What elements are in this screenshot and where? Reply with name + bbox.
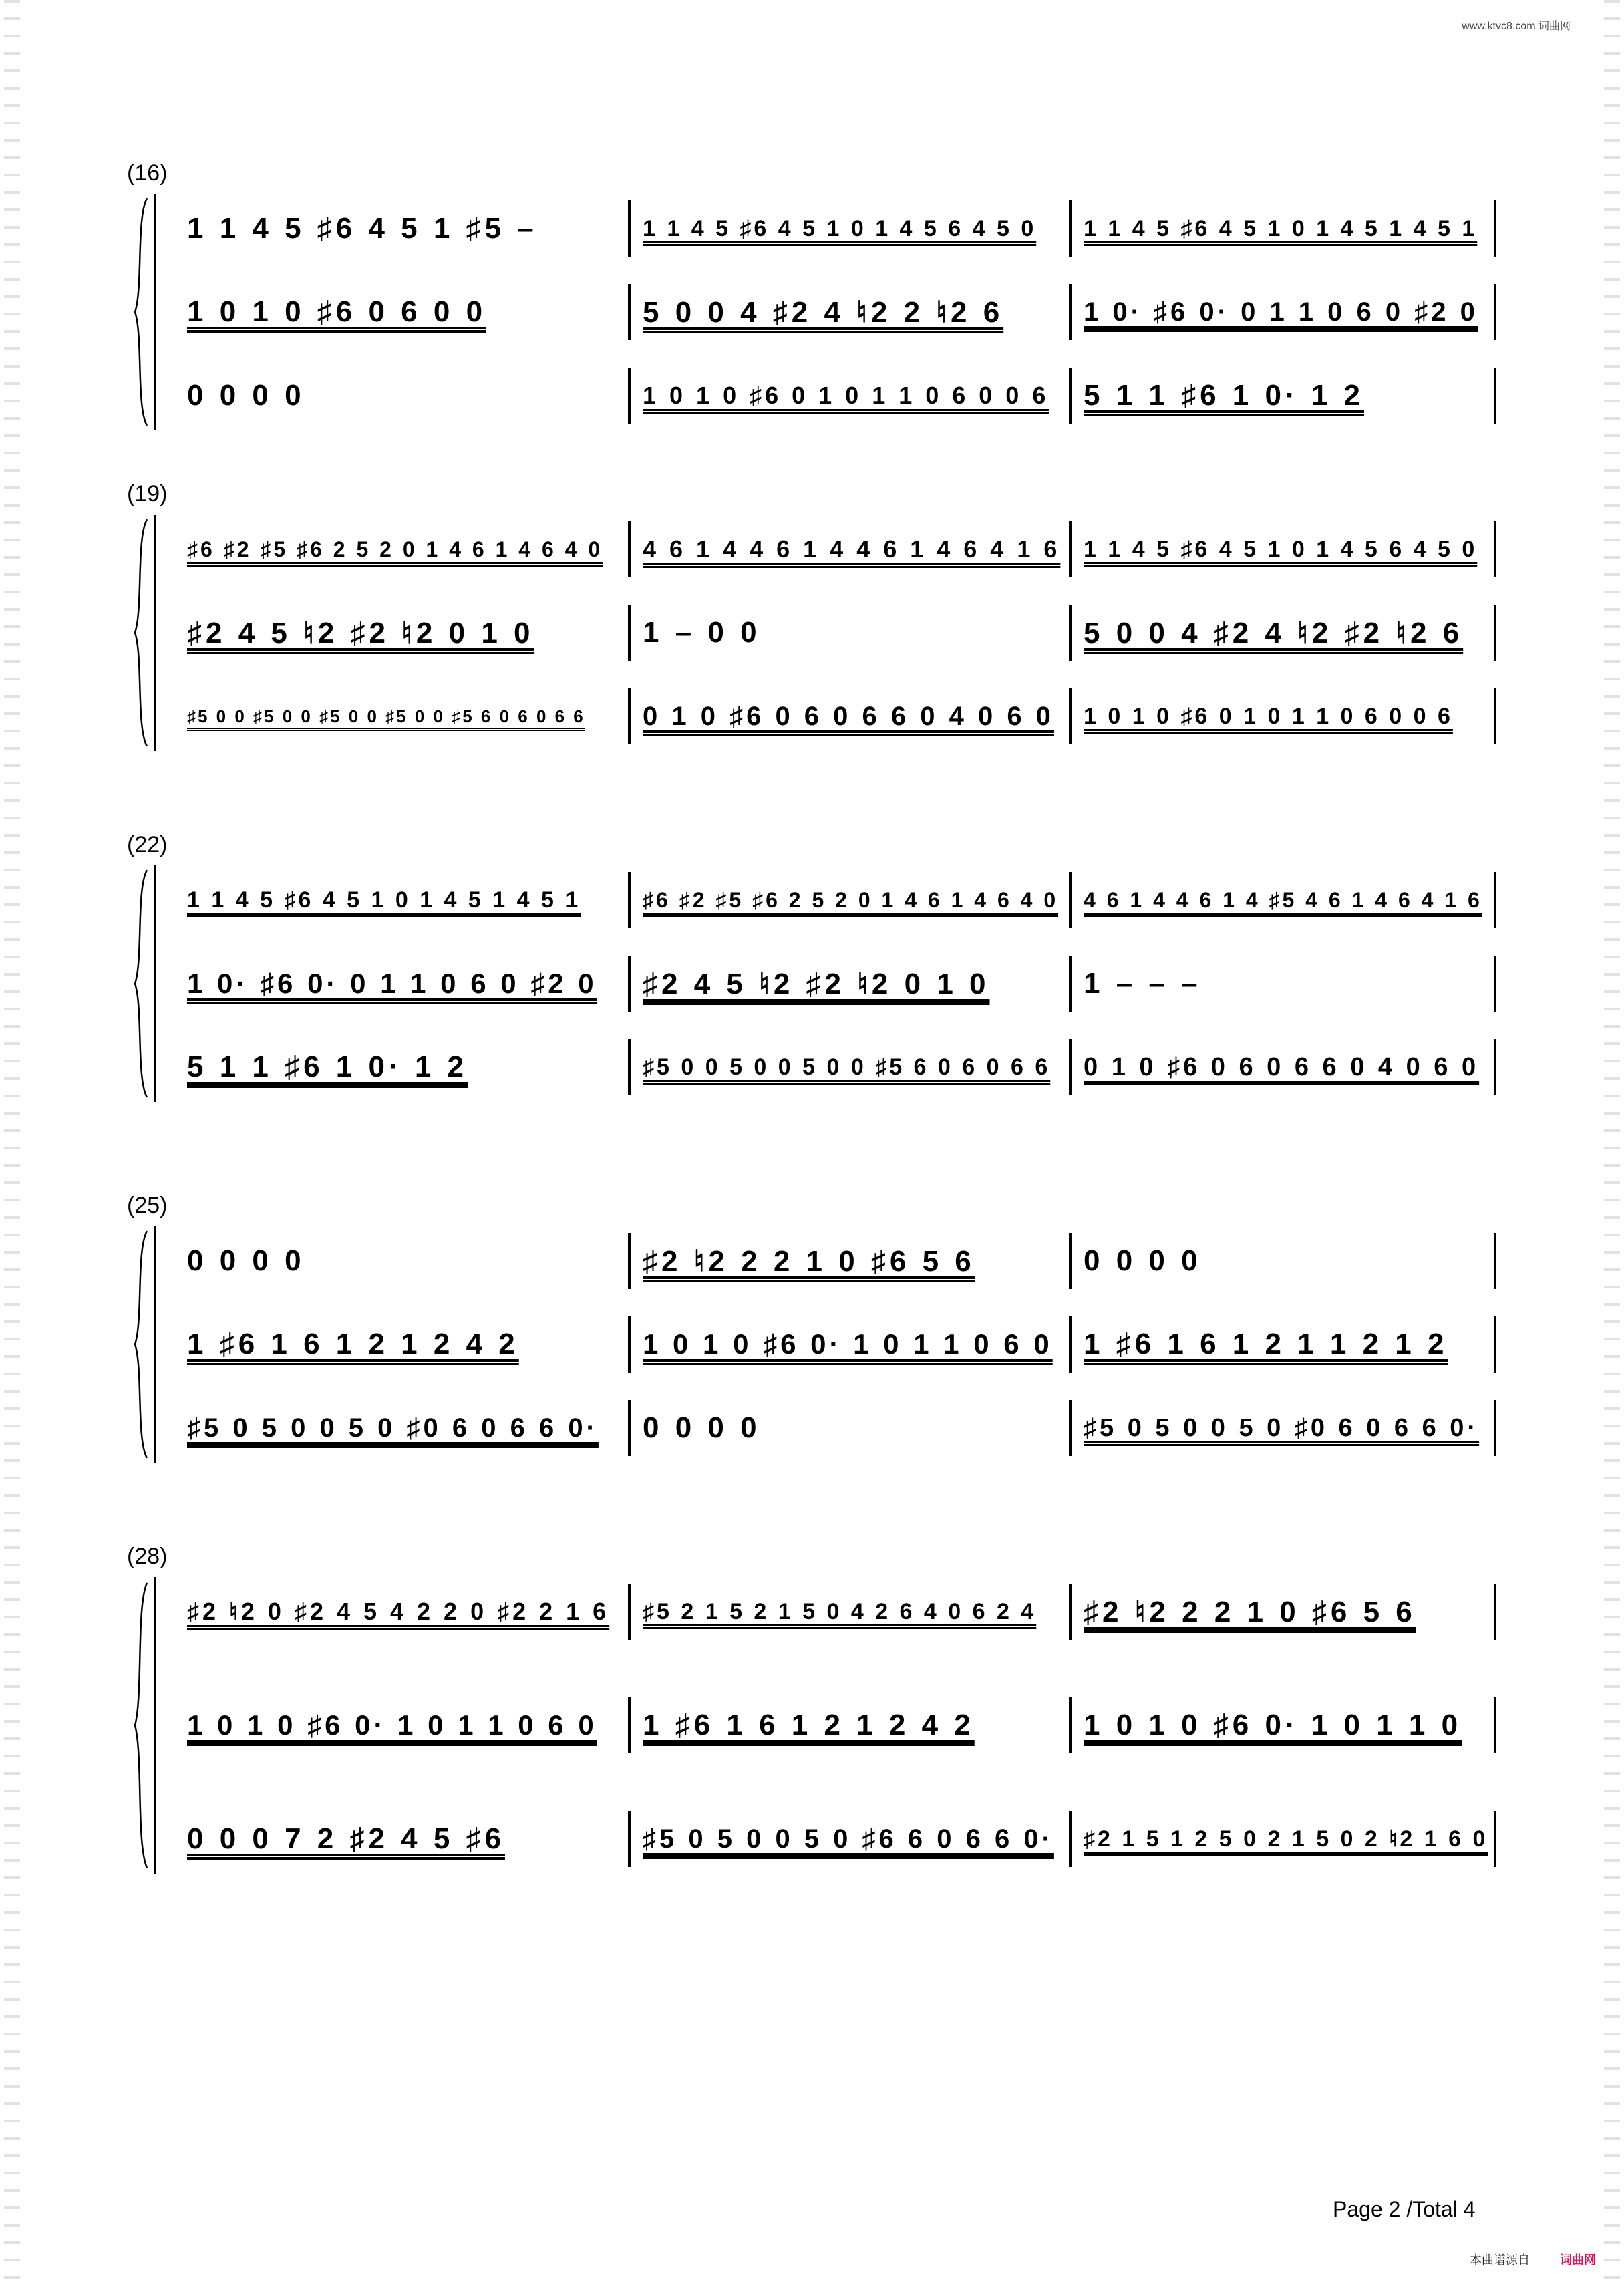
- footer-brand: [1470, 2251, 1596, 2268]
- jianpu-notes: 1 0· ♯6 0· 0 1 1 0 6 0 ♯2 0: [187, 968, 597, 999]
- measure-number: (16): [127, 160, 168, 186]
- measure: [187, 1811, 628, 1867]
- staff-row: [187, 1039, 1496, 1095]
- system-bracket-line: [154, 194, 156, 430]
- measure: [1069, 688, 1496, 744]
- measure: [187, 521, 628, 577]
- source-url: www.ktvc8.com 词曲网: [1462, 21, 1571, 32]
- measure: [628, 1697, 1069, 1753]
- measure: [628, 688, 1069, 744]
- measure: [1069, 872, 1496, 928]
- measure: [1069, 956, 1496, 1012]
- staff-row: [187, 956, 1496, 1012]
- jianpu-notes: ♯2 ♮2 2 2 1 0 ♯6 5 6: [643, 1244, 975, 1278]
- jianpu-notes: 0 0 0 0: [187, 379, 305, 412]
- staff-row: [187, 1316, 1496, 1373]
- jianpu-notes: 1 1 4 5 ♯6 4 5 1 0 1 4 5 6 4 5 0: [1084, 536, 1478, 562]
- staff-row: [187, 521, 1496, 577]
- jianpu-notes: ♯5 2 1 5 2 1 5 0 4 2 6 4 0 6 2 4: [643, 1598, 1037, 1624]
- system-bracket-line: [154, 515, 156, 751]
- measure: [187, 1400, 628, 1456]
- staff-row: [187, 1584, 1496, 1640]
- jianpu-notes: 5 1 1 ♯6 1 0· 1 2: [187, 1050, 468, 1083]
- jianpu-notes: 1 – 0 0: [643, 616, 761, 649]
- measure: [187, 1584, 628, 1640]
- measure: [1069, 1233, 1496, 1289]
- jianpu-notes: 1 0 1 0 ♯6 0 6 0 0: [187, 295, 487, 328]
- system-brace: [132, 1577, 150, 1874]
- jianpu-notes: 1 ♯6 1 6 1 2 1 1 2 1 2: [1084, 1328, 1448, 1361]
- jianpu-notes: 1 ♯6 1 6 1 2 1 2 4 2: [187, 1328, 519, 1361]
- brand-right-text: 词曲网: [1560, 2253, 1597, 2267]
- jianpu-notes: ♯5 0 0 5 0 0 5 0 0 ♯5 6 0 6 0 6 6: [643, 1054, 1051, 1080]
- jianpu-notes: 1 0· ♯6 0· 0 1 1 0 6 0 ♯2 0: [1084, 297, 1478, 327]
- measure: [187, 1039, 628, 1095]
- staff-row: [187, 1400, 1496, 1456]
- measure: [628, 1316, 1069, 1373]
- jianpu-notes: ♯2 ♮2 0 ♯2 4 5 4 2 2 0 ♯2 2 1 6: [187, 1598, 610, 1625]
- jianpu-notes: 0 1 0 ♯6 0 6 0 6 6 0 4 0 6 0: [643, 701, 1054, 731]
- staff-row: [187, 872, 1496, 928]
- score-system: [127, 160, 1503, 437]
- jianpu-notes: 4 6 1 4 4 6 1 4 4 6 1 4 6 4 1 6: [643, 535, 1061, 563]
- system-bracket-line: [154, 1577, 156, 1874]
- score-system: [127, 481, 1503, 758]
- measure: [187, 200, 628, 257]
- left-margin-watermark-strip: [4, 0, 20, 2284]
- measure: [1069, 1811, 1496, 1867]
- measure: [1069, 521, 1496, 577]
- jianpu-notes: ♯6 ♯2 ♯5 ♯6 2 5 2 0 1 4 6 1 4 6 4 0: [187, 537, 603, 561]
- measure: [187, 956, 628, 1012]
- jianpu-notes: 0 0 0 0: [1084, 1244, 1202, 1277]
- jianpu-notes: ♯6 ♯2 ♯5 ♯6 2 5 2 0 1 4 6 1 4 6 4 0: [643, 887, 1059, 912]
- jianpu-notes: 0 0 0 0: [187, 1244, 305, 1277]
- brand-left-text: 本曲谱源自: [1470, 2253, 1530, 2267]
- system-brace: [132, 515, 150, 751]
- jianpu-notes: ♯5 0 5 0 0 5 0 ♯0 6 0 6 6 0·: [187, 1413, 599, 1443]
- jianpu-notes: 0 1 0 ♯6 0 6 0 6 6 0 4 0 6 0: [1084, 1052, 1480, 1081]
- measure: [628, 872, 1069, 928]
- measure: [628, 956, 1069, 1012]
- measure: [628, 1233, 1069, 1289]
- jianpu-notes: 0 0 0 7 2 ♯2 4 5 ♯6: [187, 1822, 506, 1855]
- staff-row: [187, 284, 1496, 340]
- system-brace: [132, 1226, 150, 1463]
- measure: [628, 1039, 1069, 1095]
- jianpu-notes: 1 1 4 5 ♯6 4 5 1 0 1 4 5 1 4 5 1: [1084, 215, 1478, 241]
- system-bracket-line: [154, 1226, 156, 1463]
- jianpu-notes: ♯2 4 5 ♮2 ♯2 ♮2 0 1 0: [643, 967, 990, 1000]
- jianpu-notes: ♯2 4 5 ♮2 ♯2 ♮2 0 1 0: [187, 616, 534, 650]
- measure: [628, 200, 1069, 257]
- staff-row: [187, 1697, 1496, 1753]
- jianpu-notes: 5 0 0 4 ♯2 4 ♮2 ♯2 ♮2 6: [1084, 616, 1464, 650]
- staff-row: [187, 368, 1496, 424]
- measure: [187, 1233, 628, 1289]
- jianpu-notes: ♯2 1 5 1 2 5 0 2 1 5 0 2 ♮2 1 6 0: [1084, 1826, 1488, 1852]
- measure: [628, 605, 1069, 661]
- jianpu-notes: ♯5 0 5 0 0 5 0 ♯6 6 0 6 6 0·: [643, 1824, 1054, 1854]
- jianpu-notes: 5 1 1 ♯6 1 0· 1 2: [1084, 379, 1364, 412]
- measure: [1069, 284, 1496, 340]
- measure: [187, 284, 628, 340]
- jianpu-notes: ♯5 0 0 ♯5 0 0 ♯5 0 0 ♯5 0 0 ♯5 6 0 6 0 6 6: [187, 706, 585, 726]
- jianpu-notes: 1 0 1 0 ♯6 0 1 0 1 1 0 6 0 0 6: [1084, 703, 1453, 729]
- staff-row: [187, 1233, 1496, 1289]
- measure: [187, 1316, 628, 1373]
- measure: [1069, 1584, 1496, 1640]
- measure: [187, 605, 628, 661]
- system-brace: [132, 194, 150, 430]
- jianpu-notes: ♯5 0 5 0 0 5 0 ♯0 6 0 6 6 0·: [1084, 1413, 1480, 1442]
- right-margin-watermark-strip: [1604, 0, 1620, 2284]
- measure: [628, 368, 1069, 424]
- measure: [628, 284, 1069, 340]
- score-system: [127, 832, 1503, 1109]
- jianpu-notes: 1 1 4 5 ♯6 4 5 1 0 1 4 5 6 4 5 0: [643, 215, 1037, 241]
- measure-number: (22): [127, 832, 168, 857]
- measure: [1069, 1697, 1496, 1753]
- jianpu-notes: 5 0 0 4 ♯2 4 ♮2 2 ♮2 6: [643, 295, 1004, 329]
- jianpu-notes: ♯2 ♮2 2 2 1 0 ♯6 5 6: [1084, 1595, 1416, 1628]
- measure: [187, 368, 628, 424]
- jianpu-notes: 1 0 1 0 ♯6 0· 1 0 1 1 0: [1084, 1709, 1462, 1741]
- staff-row: [187, 688, 1496, 744]
- measure: [187, 872, 628, 928]
- system-brace: [132, 865, 150, 1102]
- jianpu-notes: 1 0 1 0 ♯6 0· 1 0 1 1 0 6 0: [187, 1709, 597, 1741]
- staff-row: [187, 1811, 1496, 1867]
- score-system: [127, 1544, 1503, 1880]
- measure: [628, 521, 1069, 577]
- measure: [628, 1811, 1069, 1867]
- jianpu-notes: 1 0 1 0 ♯6 0 1 0 1 1 0 6 0 0 6: [643, 382, 1049, 409]
- measure-number: (28): [127, 1544, 168, 1569]
- measure: [1069, 1039, 1496, 1095]
- jianpu-notes: 0 0 0 0: [643, 1411, 761, 1444]
- measure: [187, 1697, 628, 1753]
- jianpu-notes: 4 6 1 4 4 6 1 4 ♯5 4 6 1 4 6 4 1 6: [1084, 887, 1482, 912]
- measure: [1069, 200, 1496, 257]
- measure-number: (25): [127, 1193, 168, 1218]
- jianpu-notes: 1 ♯6 1 6 1 2 1 2 4 2: [643, 1709, 975, 1741]
- staff-row: [187, 200, 1496, 257]
- measure: [628, 1400, 1069, 1456]
- measure: [1069, 368, 1496, 424]
- jianpu-notes: 1 – – –: [1084, 967, 1202, 1000]
- measure: [1069, 1400, 1496, 1456]
- jianpu-notes: 1 1 4 5 ♯6 4 5 1 ♯5 –: [187, 212, 538, 245]
- measure-number: (19): [127, 481, 168, 507]
- measure: [1069, 1316, 1496, 1373]
- measure: [187, 688, 628, 744]
- score-system: [127, 1193, 1503, 1469]
- jianpu-notes: 1 0 1 0 ♯6 0· 1 0 1 1 0 6 0: [643, 1328, 1053, 1360]
- measure: [628, 1584, 1069, 1640]
- page-number: Page 2 /Total 4: [1333, 2197, 1476, 2221]
- system-bracket-line: [154, 865, 156, 1102]
- jianpu-notes: 1 1 4 5 ♯6 4 5 1 0 1 4 5 1 4 5 1: [187, 887, 581, 913]
- staff-row: [187, 605, 1496, 661]
- measure: [1069, 605, 1496, 661]
